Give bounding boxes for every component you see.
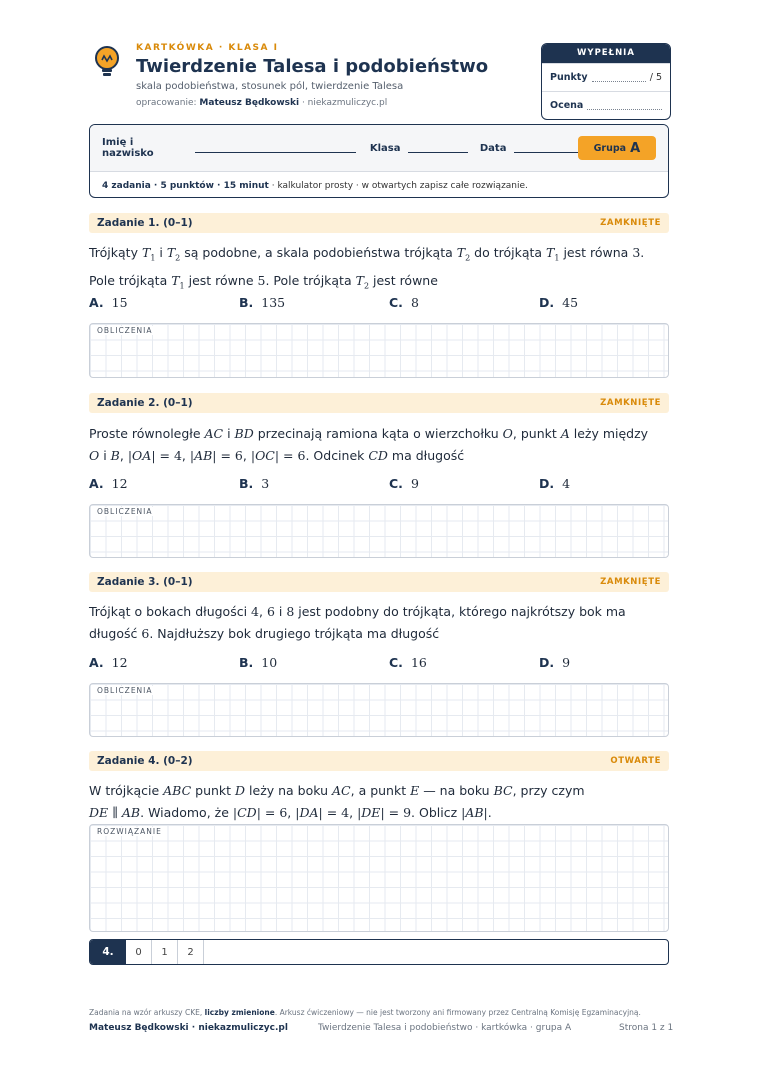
task-3-title: Zadanie 3. (0–1) [97, 576, 193, 588]
test-info-rest: · kalkulator prosty · w otwartych zapisz całe rozwiązanie. [271, 180, 528, 191]
task-4-score-row [89, 939, 669, 965]
task-2-header [89, 393, 669, 413]
date-field[interactable] [514, 143, 577, 153]
task-1-answer-b[interactable]: B. 135 [239, 295, 286, 310]
group-badge [578, 136, 656, 160]
task-1-answer-a[interactable]: A. 15 [89, 295, 128, 310]
task-2-answer-c[interactable]: C. 9 [389, 476, 419, 491]
footer-title: Twierdzenie Talesa i podobieństwo · kartkówka · grupa A [318, 1023, 572, 1033]
class-label: Klasa [369, 142, 401, 154]
lightbulb-icon [91, 44, 123, 78]
score-option-1[interactable]: 1 [152, 940, 178, 964]
grade-row [542, 91, 670, 119]
group-label: Grupa [593, 142, 627, 154]
footer-author: Mateusz Będkowski · niekazmuliczyc.pl [89, 1023, 288, 1033]
author-line [136, 98, 387, 108]
task-4-header [89, 751, 669, 771]
task-1-title: Zadanie 1. (0–1) [97, 217, 193, 229]
task-2-type: ZAMKNIĘTE [600, 398, 661, 408]
task-4-title: Zadanie 4. (0–2) [97, 755, 193, 767]
task-2-answer-d[interactable]: D. 4 [539, 476, 571, 491]
author-name: Mateusz Będkowski [199, 98, 300, 108]
task-1-work-area[interactable] [89, 323, 669, 378]
task-2-work-area[interactable] [89, 504, 669, 558]
grade-field[interactable] [587, 102, 662, 110]
task-1-text: Trójkąty $T_1$ i $T_2$ są podobne, a skala podobieństwa trójkąta $T_2$ do trójkąta $T_1$ jest równa 3. Pole trójkąta $T_1$ jest równe 5. Pole trójkąta $T_2$ jest równe [89, 245, 645, 290]
page-title: Twierdzenie Talesa i podobieństwo [136, 56, 489, 77]
task-3-work-area[interactable] [89, 683, 669, 737]
page-subtitle: skala podobieństwa, stosunek pól, twierdzenie Talesa [136, 81, 404, 92]
task-3-answer-a[interactable]: A. 12 [89, 655, 128, 670]
teacher-box [541, 43, 671, 120]
points-label: Punkty [550, 72, 588, 83]
task-4-work-label: ROZWIĄZANIE [97, 827, 162, 836]
task-1-answer-d[interactable]: D. 45 [539, 295, 579, 310]
score-option-0[interactable]: 0 [126, 940, 152, 964]
author-prefix: opracowanie: [136, 98, 197, 108]
task-3-header [89, 572, 669, 592]
task-1-answer-c[interactable]: C. 8 [389, 295, 419, 310]
task-2-answer-a[interactable]: A. 12 [89, 476, 128, 491]
task-2-work-label: OBLICZENIA [97, 507, 153, 516]
task-2-answers [89, 476, 669, 494]
test-info-bold: 4 zadania · 5 punktów · 15 minut [102, 180, 269, 191]
kicker: KARTKÓWKA · KLASA I [136, 43, 279, 53]
task-3-type: ZAMKNIĘTE [600, 577, 661, 587]
page-number: Strona 1 z 1 [619, 1023, 674, 1033]
teacher-box-title: WYPEŁNIA NAUCZYCIEL [542, 44, 670, 63]
task-4-text: W trójkącie ABC punkt D leży na boku AC, a punkt E — na boku BC, przy czym DE ∥ AB. Wiadomo, że |CD| = 6, |DA| = 4, |DE| = 9. Oblicz |AB|. [89, 783, 585, 820]
name-label: Imię i nazwisko [102, 137, 154, 159]
group-value: A [630, 140, 641, 156]
task-3-work-label: OBLICZENIA [97, 686, 153, 695]
author-site: · niekazmuliczyc.pl [301, 98, 388, 108]
task-1-type: ZAMKNIĘTE [600, 218, 661, 228]
date-label: Data [479, 142, 507, 154]
name-field[interactable] [195, 143, 355, 153]
task-1-work-label: OBLICZENIA [97, 326, 153, 335]
points-field[interactable] [592, 74, 646, 82]
task-1-header [89, 213, 669, 233]
task-2-text: Proste równoległe AC i BD przecinają ramiona kąta o wierzchołku O, punkt A leży między O i B, |OA| = 4, |AB| = 6, |OC| = 6. Odcinek CD ma długość [89, 426, 649, 463]
task-3-answer-c[interactable]: C. 16 [389, 655, 427, 670]
task-4-type: OTWARTE [610, 756, 661, 766]
score-task-id: 4. [90, 940, 126, 964]
task-3-answers [89, 655, 669, 673]
task-2-answer-b[interactable]: B. 3 [239, 476, 270, 491]
task-3-answer-b[interactable]: B. 10 [239, 655, 278, 670]
task-3-answer-d[interactable]: D. 9 [539, 655, 571, 670]
student-box [89, 124, 669, 198]
task-1-answers [89, 295, 669, 313]
points-max: / 5 [649, 72, 662, 83]
test-info [90, 171, 668, 198]
grade-label: Ocena [550, 100, 584, 111]
task-4-work-area[interactable] [89, 824, 669, 932]
task-3-text: Trójkąt o bokach długości 4, 6 i 8 jest podobny do trójkąta, którego najkrótszy bok ma długość 6. Najdłuższy bok drugiego trójkąta ma długość [89, 604, 626, 641]
footer-note: Zadania na wzór arkuszy CKE, liczby zmienione. Arkusz ćwiczeniowy — nie jest tworzony ani firmowany przez Centralną Komisję Egzaminacyjną. [89, 1008, 641, 1017]
task-2-title: Zadanie 2. (0–1) [97, 397, 193, 409]
class-field[interactable] [408, 143, 467, 153]
score-option-2[interactable]: 2 [178, 940, 204, 964]
